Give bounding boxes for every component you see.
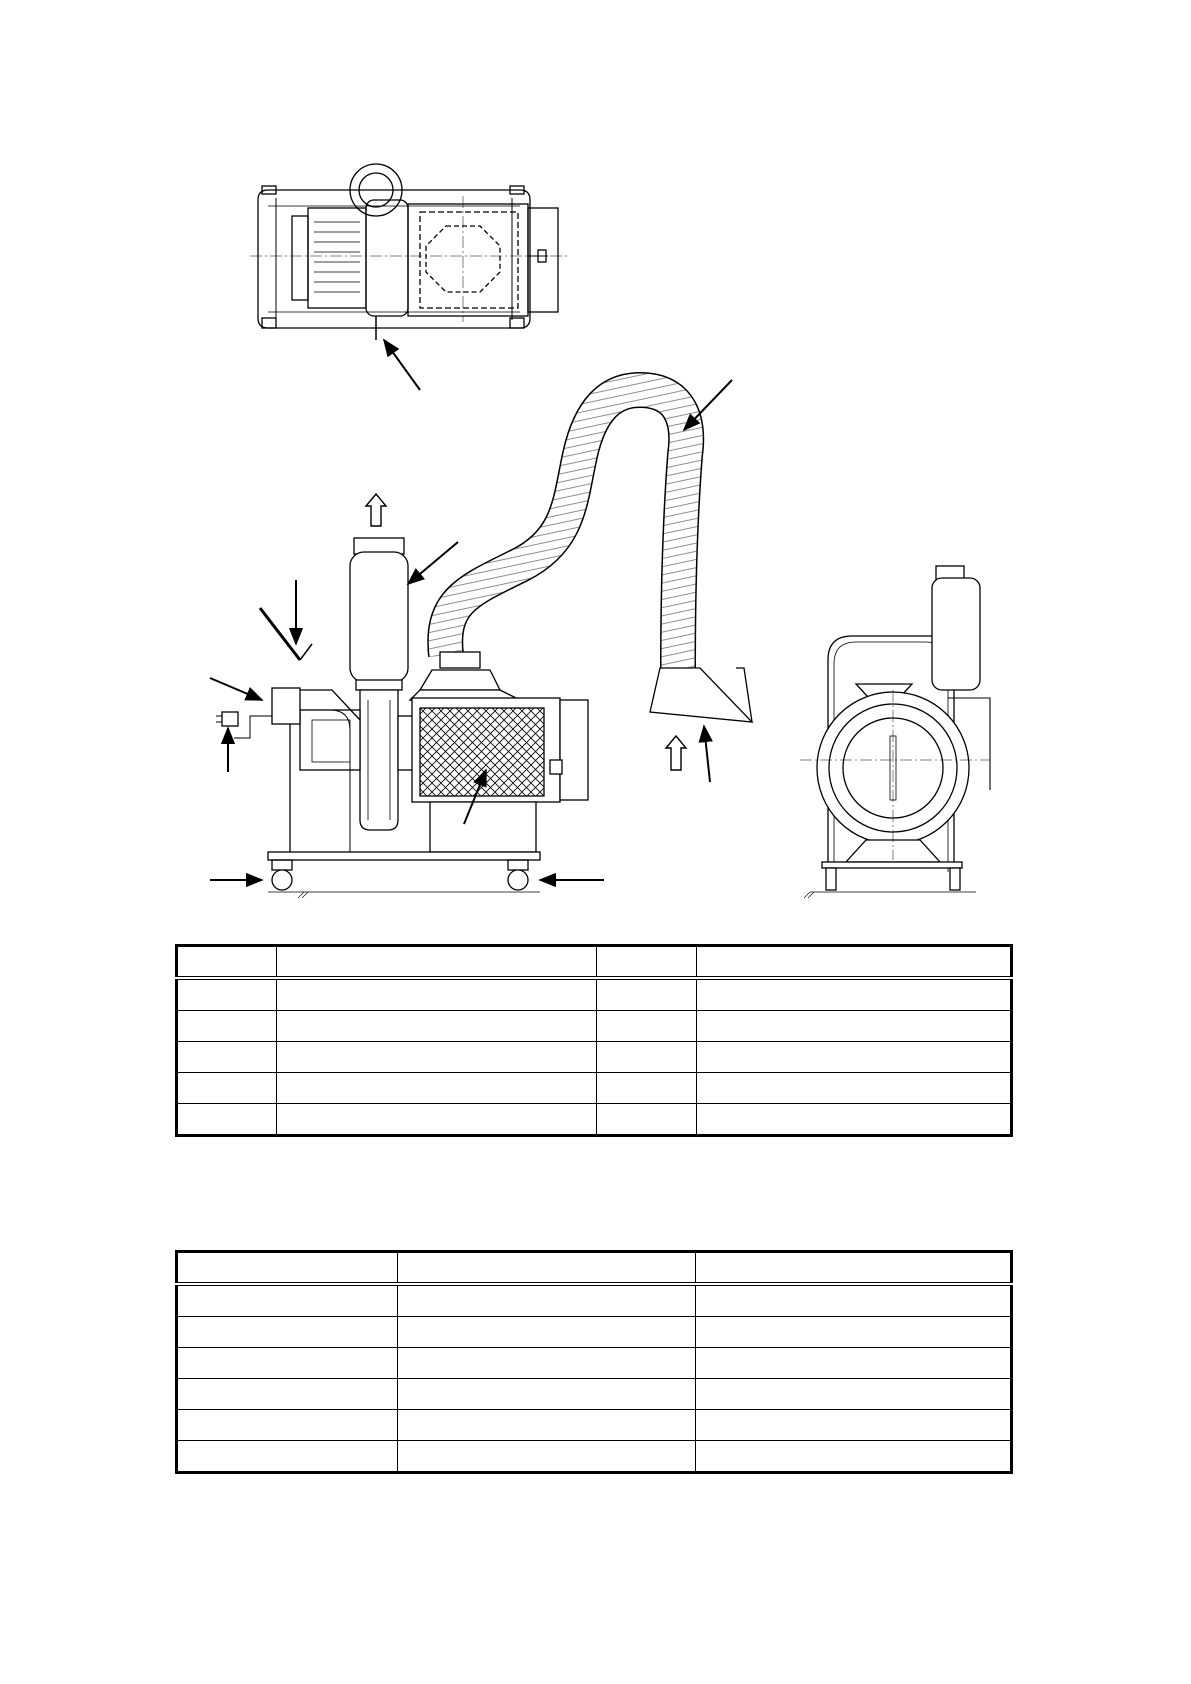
base-frame (268, 852, 540, 860)
parts-cell (596, 1011, 696, 1042)
parts-table-header (177, 946, 1012, 979)
front-caster-left (826, 868, 836, 890)
parts-table (175, 944, 1013, 1137)
top-blower-housing (366, 200, 408, 316)
control-box (272, 688, 300, 724)
front-caster-right (950, 868, 960, 890)
parts-table-row (177, 1104, 1012, 1136)
spec-cell (177, 1379, 398, 1410)
parts-cell (596, 1073, 696, 1104)
parts-cell (177, 1042, 277, 1073)
parts-cell (177, 1104, 277, 1136)
exhaust-silencer (350, 552, 408, 682)
parts-cell (696, 978, 1011, 1011)
leader-blower (384, 340, 420, 390)
airflow-in-arrow (666, 736, 686, 770)
parts-cell (696, 1011, 1011, 1042)
parts-cell (596, 1042, 696, 1073)
parts-cell (596, 1104, 696, 1136)
spec-table (175, 1250, 1013, 1474)
spec-table-row (177, 1441, 1012, 1473)
spec-cell (695, 1410, 1011, 1441)
spec-table-row (177, 1348, 1012, 1379)
spec-cell (397, 1284, 695, 1317)
parts-cell (277, 1042, 596, 1073)
spec-table-row (177, 1410, 1012, 1441)
front-silencer (932, 578, 980, 690)
parts-cell (177, 978, 277, 1011)
parts-cell (177, 1073, 277, 1104)
spec-cell (397, 1379, 695, 1410)
power-plug (222, 712, 238, 726)
parts-cell (277, 946, 596, 979)
spec-table-header (177, 1252, 1012, 1285)
inlet-collar (440, 652, 480, 668)
caster-front (508, 860, 528, 890)
spec-cell (177, 1252, 398, 1285)
leader-control-box (210, 678, 262, 700)
spec-cell (695, 1441, 1011, 1473)
spec-cell (177, 1284, 398, 1317)
top-door (528, 208, 558, 312)
parts-table-row (177, 1073, 1012, 1104)
spec-cell (397, 1252, 695, 1285)
spec-cell (397, 1348, 695, 1379)
parts-cell (696, 1073, 1011, 1104)
dust-hopper (430, 802, 536, 852)
spec-cell (695, 1284, 1011, 1317)
parts-cell (696, 1104, 1011, 1136)
spec-table-row (177, 1284, 1012, 1317)
spec-cell (397, 1317, 695, 1348)
side-motor (300, 710, 360, 770)
leader-hood (704, 726, 710, 782)
top-filter-box (408, 204, 528, 316)
parts-cell (277, 1104, 596, 1136)
airflow-out-arrow (366, 494, 386, 526)
spec-cell (177, 1441, 398, 1473)
spec-cell (695, 1252, 1011, 1285)
caster-rear (272, 860, 292, 890)
parts-cell (696, 1042, 1011, 1073)
spec-table-row (177, 1317, 1012, 1348)
spec-cell (695, 1379, 1011, 1410)
top-motor-cap (292, 216, 308, 300)
spec-table-row (177, 1379, 1012, 1410)
filter-door (560, 700, 588, 800)
spec-cell (177, 1348, 398, 1379)
parts-cell (277, 978, 596, 1011)
suction-hood (650, 668, 752, 722)
spec-cell (695, 1317, 1011, 1348)
front-view (800, 566, 990, 898)
parts-cell (596, 946, 696, 979)
push-handle (260, 608, 300, 660)
parts-cell (177, 946, 277, 979)
top-frame-outer (258, 190, 530, 328)
top-view (250, 164, 568, 340)
parts-table-row (177, 1042, 1012, 1073)
parts-cell (277, 1073, 596, 1104)
top-motor-body (308, 208, 366, 308)
parts-table-row (177, 978, 1012, 1011)
spec-cell (177, 1410, 398, 1441)
spec-cell (397, 1441, 695, 1473)
parts-cell (596, 978, 696, 1011)
parts-cell (277, 1011, 596, 1042)
spec-cell (695, 1348, 1011, 1379)
spec-cell (177, 1317, 398, 1348)
parts-cell (696, 946, 1011, 979)
leader-silencer (408, 542, 458, 584)
filter-element (420, 708, 544, 796)
parts-table-row (177, 1011, 1012, 1042)
parts-cell (177, 1011, 277, 1042)
side-blower (360, 690, 398, 830)
spec-cell (397, 1410, 695, 1441)
